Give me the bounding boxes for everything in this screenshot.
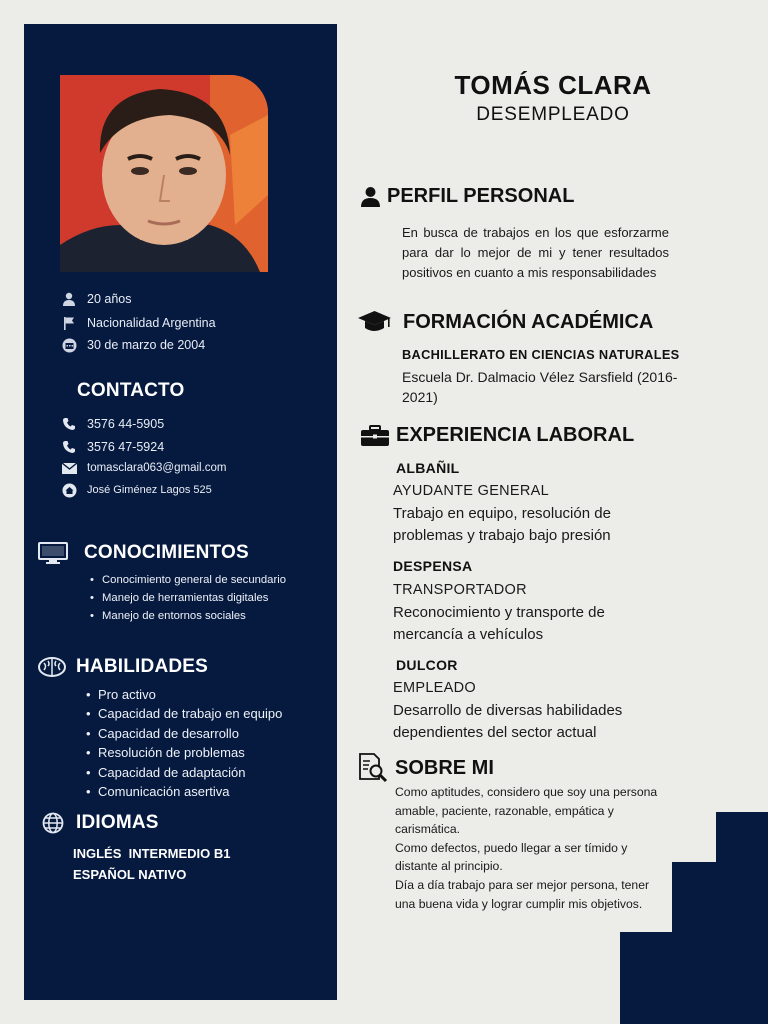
about-line: Como aptitudes, considero que soy una persona amable, paciente, razonable, empática y carismática. — [395, 785, 658, 837]
school-text: Escuela Dr. Dalmacio Vélez Sarsfield (2016-2021) — [402, 369, 678, 405]
home-icon — [60, 481, 78, 499]
brain-icon — [38, 657, 66, 677]
birthdate-row — [60, 336, 205, 354]
email-row — [60, 459, 227, 477]
address-row — [60, 481, 212, 499]
language-item: ESPAÑOL NATIVO — [73, 867, 187, 882]
profile-photo — [60, 75, 268, 272]
knowledge-list — [86, 572, 286, 625]
address-text: José Giménez Lagos 525 — [87, 484, 212, 496]
about-heading-row — [358, 753, 494, 783]
mail-icon — [60, 459, 78, 477]
job-2-role: TRANSPORTADOR — [393, 582, 527, 598]
skills-heading: HABILIDADES — [76, 656, 209, 677]
list-item: • Conocimiento general de secundario — [102, 572, 286, 590]
email-text: tomasclara063@gmail.com — [87, 462, 227, 474]
list-item: • Manejo de herramientas digitales — [102, 590, 286, 608]
flag-icon — [60, 314, 78, 332]
birthdate-text: 30 de marzo de 2004 — [87, 338, 206, 352]
job-2-desc: Reconocimiento y transporte de mercancía a vehículos — [393, 604, 605, 643]
list-item: • Comunicación asertiva — [98, 782, 282, 801]
age-text: 20 años — [87, 292, 132, 306]
job-3-desc: Desarrollo de diversas habilidades dependientes del sector actual — [393, 702, 623, 741]
skills-list — [82, 685, 282, 801]
job-3-role: EMPLEADO — [393, 680, 476, 696]
list-item: • Capacidad de desarrollo — [98, 724, 282, 743]
calendar-icon — [60, 336, 78, 354]
phone-row-1 — [60, 415, 164, 433]
about-heading: SOBRE MI — [395, 756, 494, 779]
profile-heading-row — [360, 185, 574, 208]
job-1-place: ALBAÑIL — [396, 460, 460, 476]
candidate-role: DESEMPLEADO — [476, 104, 630, 125]
phone-row-2 — [60, 438, 164, 456]
document-search-icon — [358, 753, 388, 783]
knowledge-heading: CONOCIMIENTOS — [84, 542, 249, 563]
nationality-row — [60, 314, 216, 332]
contact-heading: CONTACTO — [77, 380, 185, 401]
experience-heading-row — [360, 424, 634, 447]
phone-icon — [60, 415, 78, 433]
language-item: INGLÉS INTERMEDIO B1 — [73, 846, 231, 861]
candidate-name: TOMÁS CLARA — [454, 70, 652, 100]
experience-heading: EXPERIENCIA LABORAL — [396, 424, 635, 446]
knowledge-heading-row — [38, 542, 249, 564]
list-item: • Capacidad de trabajo en equipo — [98, 704, 282, 723]
profile-heading: PERFIL PERSONAL — [387, 185, 575, 207]
graduation-cap-icon — [357, 310, 392, 334]
sidebar — [24, 24, 337, 1000]
globe-icon — [42, 812, 64, 834]
about-text — [395, 783, 667, 913]
job-1-role: AYUDANTE GENERAL — [393, 483, 550, 499]
phone-2-text: 3576 47-5924 — [87, 440, 165, 454]
languages-heading: IDIOMAS — [76, 812, 159, 833]
list-item: • Pro activo — [98, 685, 282, 704]
about-line: Día a día trabajo para ser mejor persona, tener una buena vida y lograr cumplir mis objetivos. — [395, 877, 650, 911]
about-line: Como defectos, puedo llegar a ser tímido y distante al principio. — [395, 840, 628, 874]
education-heading-row — [357, 310, 653, 334]
person-icon — [60, 290, 78, 308]
nationality-text: Nacionalidad Argentina — [87, 316, 216, 330]
list-item: • Resolución de problemas — [98, 743, 282, 762]
phone-1-text: 3576 44-5905 — [87, 417, 165, 431]
age-row — [60, 290, 131, 308]
job-3-place: DULCOR — [396, 657, 458, 673]
profile-photo-image — [60, 75, 268, 272]
profile-text: En busca de trabajos en los que esforzarme para dar lo mejor de mi y tener resultados positivos en cuanto a mis responsabilidades — [402, 225, 669, 280]
briefcase-icon — [360, 425, 390, 447]
decor-block-bottom — [620, 932, 768, 1024]
job-2-place: DESPENSA — [393, 558, 473, 574]
languages-heading-row — [42, 812, 159, 834]
phone-icon — [60, 438, 78, 456]
languages-list — [73, 843, 230, 885]
skills-heading-row — [38, 656, 208, 678]
education-heading: FORMACIÓN ACADÉMICA — [403, 310, 654, 333]
monitor-icon — [38, 542, 68, 564]
job-1-desc: Trabajo en equipo, resolución de problemas y trabajo bajo presión — [393, 505, 611, 544]
user-icon — [360, 186, 381, 207]
list-item: • Manejo de entornos sociales — [102, 608, 286, 626]
degree-title: BACHILLERATO EN CIENCIAS NATURALES — [402, 347, 680, 362]
list-item: • Capacidad de adaptación — [98, 763, 282, 782]
